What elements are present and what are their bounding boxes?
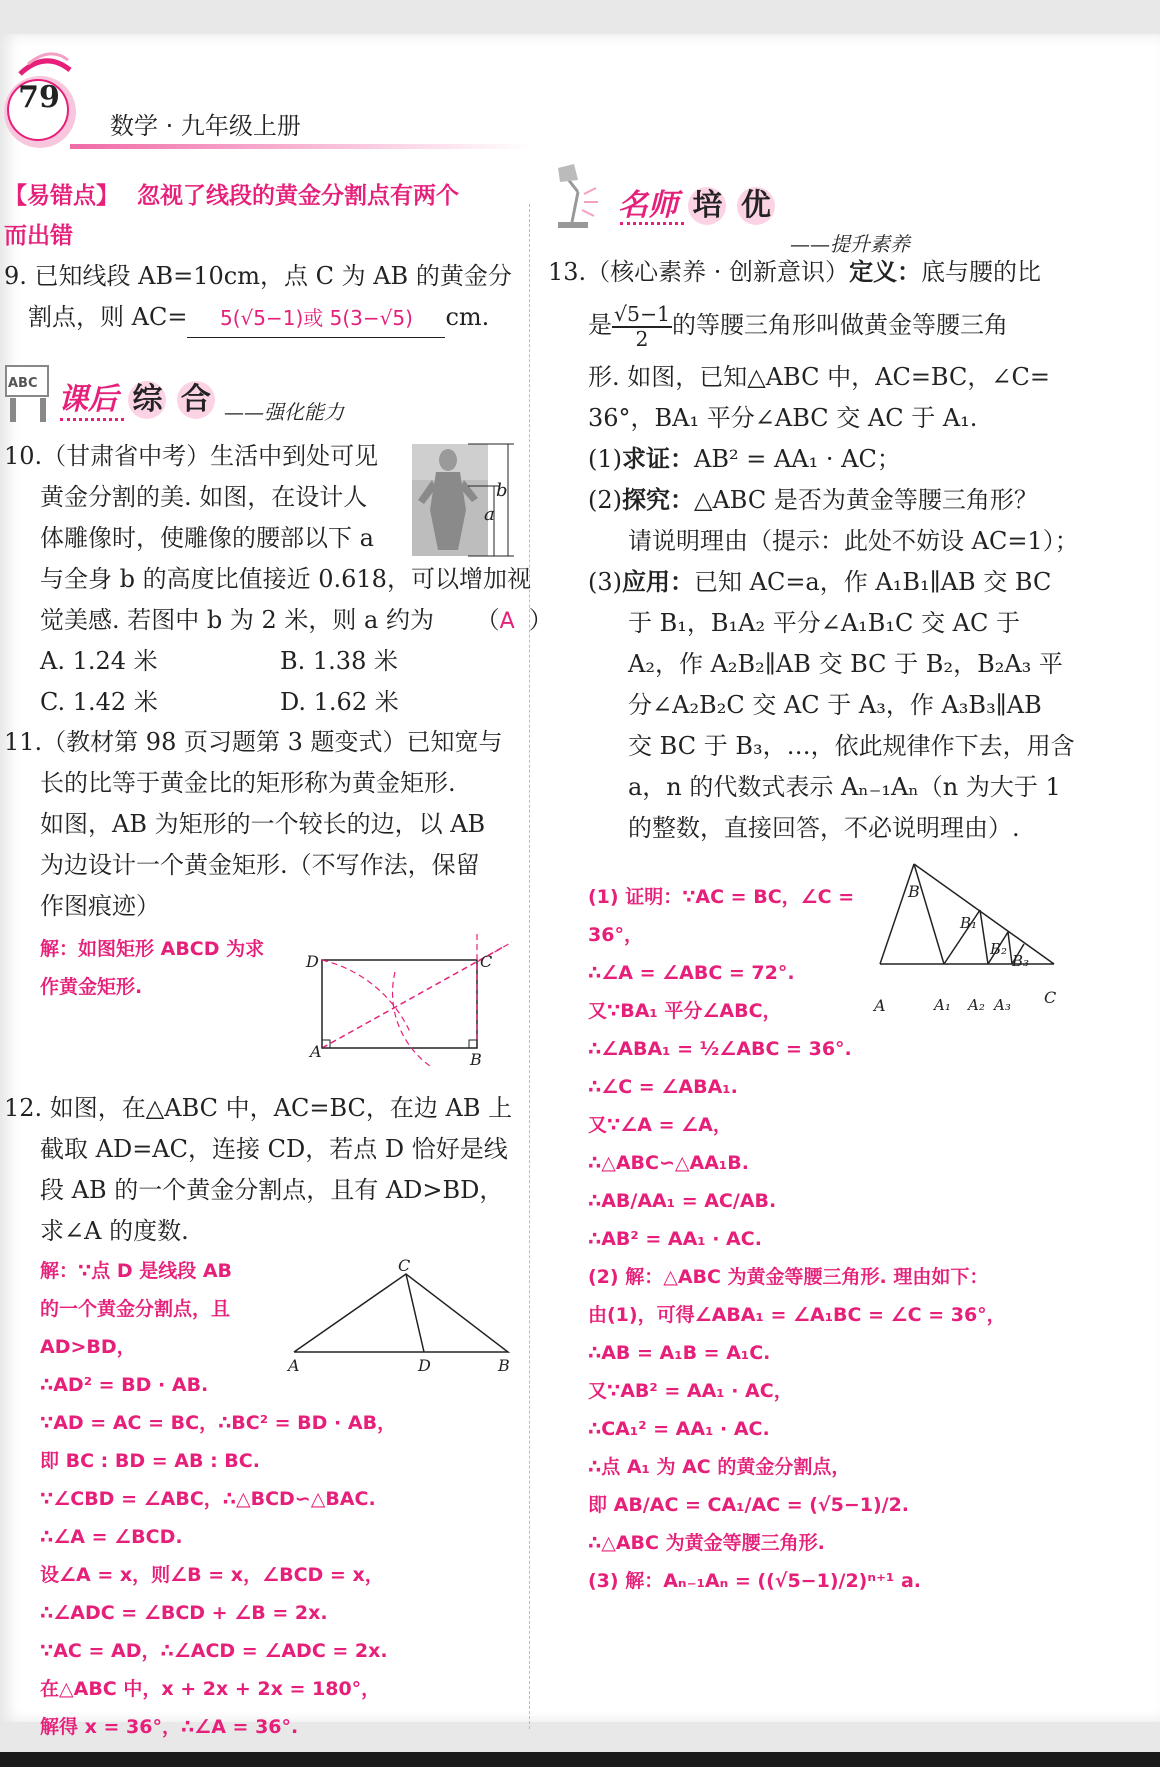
q13-solution-line: ∴△ABC∽△AA₁B. bbox=[588, 1152, 749, 1174]
q10-line: 10.（甘肃省中考）生活中到处可见 bbox=[4, 442, 379, 470]
tri-label-a: A bbox=[288, 1356, 300, 1375]
q12-line: 12. 如图，在△ABC 中，AC=BC，在边 AB 上 bbox=[4, 1094, 513, 1122]
q13-solution-line: 即 AB/AC = CA₁/AC = (√5−1)/2. bbox=[588, 1494, 910, 1516]
q11-line: 如图，AB 为矩形的一个较长的边，以 AB bbox=[40, 810, 486, 838]
gt-label-b1: B₁ bbox=[960, 914, 978, 932]
q13-solution-line: ∴CA₁² = AA₁ · AC. bbox=[588, 1418, 770, 1440]
gt-label-b3: B₃ bbox=[1012, 952, 1030, 970]
rect-label-d: D bbox=[306, 952, 319, 971]
q12-line: 段 AB 的一个黄金分割点，且有 AD>BD， bbox=[40, 1176, 504, 1204]
q12-solution-line: ∴∠A = ∠BCD. bbox=[40, 1526, 183, 1548]
frac-numerator: √5−1 bbox=[614, 302, 671, 327]
abc-badge: ABC bbox=[8, 376, 38, 391]
q10-bracket-open: （ bbox=[475, 606, 500, 634]
q11-line: 为边设计一个黄金矩形.（不写作法，保留 bbox=[40, 851, 480, 879]
q13-solution-line: ∴∠C = ∠ABA₁. bbox=[588, 1076, 738, 1098]
gt-label-b2: B₂ bbox=[990, 940, 1008, 958]
rect-label-c: C bbox=[480, 952, 493, 971]
golden-ratio-fraction bbox=[612, 303, 672, 350]
error-point bbox=[4, 176, 459, 256]
error-point-text-2: 而出错 bbox=[4, 223, 73, 249]
q13-solution-line: ∴AB² = AA₁ · AC. bbox=[588, 1228, 762, 1250]
title-part-a: 课后 bbox=[58, 382, 118, 417]
q9-unit: cm. bbox=[445, 303, 490, 331]
q13-line: 分∠A₂B₂C 交 AC 于 A₃，作 A₃B₃∥AB bbox=[628, 691, 1042, 719]
header-rule bbox=[70, 144, 530, 149]
q13-line: 13.（核心素养 · 创新意识） bbox=[548, 258, 850, 286]
error-point-tag: 【易错点】 bbox=[4, 183, 119, 209]
q13-solution-line: 由(1)，可得∠ABA₁ = ∠A₁BC = ∠C = 36°， bbox=[588, 1304, 1006, 1326]
q10-option-c: C. 1.42 米 bbox=[40, 688, 158, 716]
q13-part-label: (1) bbox=[588, 445, 622, 473]
q11-solution-line: 作黄金矩形. bbox=[40, 976, 143, 998]
tri-label-d: D bbox=[418, 1356, 431, 1375]
gt-label-c: C bbox=[1044, 988, 1057, 1007]
q9-line2: 割点，则 AC= bbox=[28, 303, 188, 331]
question-13 bbox=[548, 252, 1079, 849]
q13-line: 底与腰的比 bbox=[921, 258, 1042, 286]
q11-solution-line: 解：如图矩形 ABCD 为求 bbox=[40, 938, 265, 960]
abc-board-icon bbox=[4, 364, 54, 424]
q13-line: 交 BC 于 B₃，…，依此规律作下去，用含 bbox=[628, 732, 1075, 760]
q10-line: 体雕像时，使雕像的腰部以下 a bbox=[40, 524, 374, 552]
title-part-b: 培 bbox=[688, 187, 726, 225]
q12-solution-line: AD>BD， bbox=[40, 1336, 136, 1358]
q13-keyword: 定义： bbox=[849, 258, 922, 286]
rect-label-a: A bbox=[310, 1042, 322, 1061]
q13-part-label: (2) bbox=[588, 486, 622, 514]
title-dots bbox=[620, 222, 684, 225]
q13-solution-line: ∴∠A = ∠ABC = 72°. bbox=[588, 962, 795, 984]
title-part-a: 名师 bbox=[618, 188, 678, 223]
q12-solution-line: 设∠A = x，则∠B = x，∠BCD = x， bbox=[40, 1564, 384, 1586]
section-teacher-subtitle: ——提升素养 bbox=[790, 232, 910, 256]
title-dots bbox=[60, 418, 124, 421]
q13-line: △ABC 是否为黄金等腰三角形？ bbox=[694, 486, 1038, 514]
q13-solution bbox=[588, 878, 1006, 1600]
column-divider bbox=[529, 204, 530, 1729]
gt-label-a1: A₁ bbox=[934, 996, 951, 1014]
rect-label-b: B bbox=[470, 1050, 482, 1069]
q9-answer-blank bbox=[187, 299, 445, 338]
statue-label-a: a bbox=[484, 504, 495, 525]
q13-line: 已知 AC=a，作 A₁B₁∥AB 交 BC bbox=[694, 568, 1052, 596]
section-teacher-title bbox=[618, 180, 775, 225]
q13-line: 的整数，直接回答，不必说明理由）. bbox=[628, 814, 1020, 842]
q13-keyword: 应用： bbox=[622, 568, 694, 596]
q13-solution-line: ∴∠ABA₁ = ½∠ABC = 36°. bbox=[588, 1038, 852, 1060]
q9-line1: 9. 已知线段 AB=10cm，点 C 为 AB 的黄金分 bbox=[4, 262, 512, 290]
q13-line: 是 bbox=[588, 311, 612, 339]
frac-denominator: 2 bbox=[635, 326, 649, 351]
bottom-bar bbox=[0, 1752, 1160, 1767]
q13-keyword: 求证： bbox=[622, 445, 694, 473]
q13-line: 36°，BA₁ 平分∠ABC 交 AC 于 A₁. bbox=[588, 404, 978, 432]
page bbox=[0, 34, 1160, 1738]
lamp-icon bbox=[548, 162, 608, 232]
q10-option-a: A. 1.24 米 bbox=[40, 647, 158, 675]
q11-line: 11.（教材第 98 页习题第 3 题变式）已知宽与 bbox=[4, 728, 503, 756]
title-part-b: 综 bbox=[128, 381, 166, 419]
q10-option-b: B. 1.38 米 bbox=[280, 647, 398, 675]
q13-solution-line: 又∵∠A = ∠A， bbox=[588, 1114, 732, 1136]
q10-line: 黄金分割的美. 如图，在设计人 bbox=[40, 483, 368, 511]
q10-option-d: D. 1.62 米 bbox=[280, 688, 399, 716]
q13-line: 请说明理由（提示：此处不妨设 AC=1）； bbox=[628, 527, 1079, 555]
q10-answer: A bbox=[499, 609, 515, 634]
q9-answer: 5(√5−1)或 5(3−√5) bbox=[219, 306, 413, 330]
q13-solution-line: (2) 解：△ABC 为黄金等腰三角形. 理由如下： bbox=[588, 1266, 989, 1288]
q13-line: 于 B₁，B₁A₂ 平分∠A₁B₁C 交 AC 于 bbox=[628, 609, 1020, 637]
q12-solution-line: ∴AD² = BD · AB. bbox=[40, 1374, 209, 1396]
q13-solution-line: 又∵BA₁ 平分∠ABC， bbox=[588, 1000, 782, 1022]
q11-line: 长的比等于黄金比的矩形称为黄金矩形. bbox=[40, 769, 456, 797]
q12-solution-line: 解得 x = 36°，∴∠A = 36°. bbox=[40, 1716, 299, 1738]
triangle-abd-figure bbox=[290, 1264, 520, 1374]
q12-solution-line: ∵AC = AD，∴∠ACD = ∠ADC = 2x. bbox=[40, 1640, 388, 1662]
question-9 bbox=[4, 256, 512, 338]
statue-label-b: b bbox=[496, 480, 508, 501]
q13-solution-line: ∴AB = A₁B = A₁C. bbox=[588, 1342, 771, 1364]
q11-solution bbox=[40, 930, 264, 1006]
section-after-class-subtitle: ——强化能力 bbox=[224, 400, 344, 424]
gt-label-a: A bbox=[874, 996, 886, 1015]
q13-solution-line: ∴点 A₁ 为 AC 的黄金分割点， bbox=[588, 1456, 851, 1478]
q13-line: A₂，作 A₂B₂∥AB 交 BC 于 B₂，B₂A₃ 平 bbox=[628, 650, 1063, 678]
q12-solution-line: 即 BC : BD = AB : BC. bbox=[40, 1450, 260, 1472]
gt-label-a2: A₂ bbox=[968, 996, 985, 1014]
q12-solution-line: 在△ABC 中，x + 2x + 2x = 180°， bbox=[40, 1678, 381, 1700]
q13-line: AB² = AA₁ · AC； bbox=[694, 445, 901, 473]
tri-label-b: B bbox=[498, 1356, 510, 1375]
tri-label-c: C bbox=[398, 1256, 411, 1275]
q13-solution-line: (1) 证明：∵AC = BC，∠C = bbox=[588, 886, 855, 908]
q12-solution-line: ∵∠CBD = ∠ABC，∴△BCD∽△BAC. bbox=[40, 1488, 376, 1510]
gt-label-a3: A₃ bbox=[994, 996, 1011, 1014]
q13-solution-line: ∴△ABC 为黄金等腰三角形. bbox=[588, 1532, 825, 1554]
q10-bracket-close: ） bbox=[528, 606, 553, 634]
q10-line: 与全身 b 的高度比值接近 0.618，可以增加视 bbox=[40, 565, 531, 593]
book-title: 数学 · 九年级上册 bbox=[110, 112, 301, 140]
question-12 bbox=[4, 1088, 512, 1252]
q12-solution-line: 解：∵点 D 是线段 AB bbox=[40, 1260, 233, 1282]
gt-label-b: B bbox=[908, 882, 920, 901]
q13-line: 形. 如图，已知△ABC 中，AC=BC，∠C= bbox=[588, 363, 1050, 391]
q13-line: a，n 的代数式表示 Aₙ₋₁Aₙ（n 为大于 1 bbox=[628, 773, 1061, 801]
error-point-text: 忽视了线段的黄金分割点有两个 bbox=[137, 183, 460, 209]
q12-line: 截取 AD=AC，连接 CD，若点 D 恰好是线 bbox=[40, 1135, 508, 1163]
q13-solution-line: ∴AB/AA₁ = AC/AB. bbox=[588, 1190, 777, 1212]
q13-solution-line: (3) 解：Aₙ₋₁Aₙ = ((√5−1)/2)ⁿ⁺¹ a. bbox=[588, 1570, 922, 1592]
q13-solution-line: 又∵AB² = AA₁ · AC， bbox=[588, 1380, 793, 1402]
q12-line: 求∠A 的度数. bbox=[40, 1217, 189, 1245]
q13-part-label: (3) bbox=[588, 568, 622, 596]
section-after-class-title bbox=[58, 374, 215, 419]
title-part-c: 优 bbox=[737, 187, 775, 225]
q12-solution-line: ∵AD = AC = BC，∴BC² = BD · AB， bbox=[40, 1412, 397, 1434]
q13-line: 的等腰三角形叫做黄金等腰三角 bbox=[672, 311, 1009, 339]
q13-keyword: 探究： bbox=[622, 486, 694, 514]
q11-line: 作图痕迹） bbox=[40, 892, 160, 920]
q13-solution-line: 36°， bbox=[588, 924, 643, 946]
q12-solution-line: 的一个黄金分割点，且 bbox=[40, 1298, 231, 1320]
page-number: 79 bbox=[18, 80, 60, 115]
question-11 bbox=[4, 722, 503, 927]
q10-line: 觉美感. 若图中 b 为 2 米，则 a 约为 bbox=[40, 606, 434, 634]
q12-solution-line: ∴∠ADC = ∠BCD + ∠B = 2x. bbox=[40, 1602, 328, 1624]
title-part-c: 合 bbox=[177, 381, 215, 419]
